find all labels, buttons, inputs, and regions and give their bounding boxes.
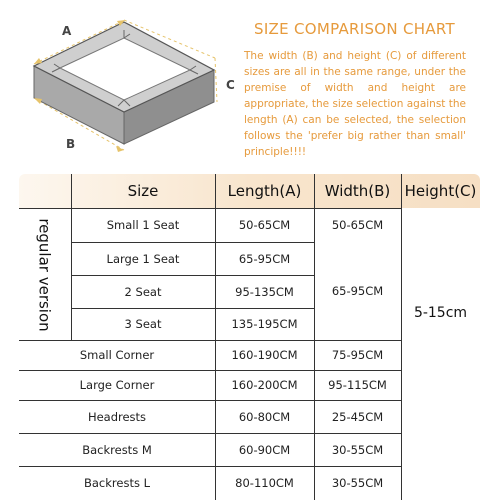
row-7-width: 25-45CM: [331, 409, 384, 424]
row-8-length: 60-90CM: [238, 442, 291, 457]
dimension-label-c: C: [226, 78, 235, 92]
row-3-size: 2 Seat: [124, 284, 162, 299]
cushion-illustration: [0, 0, 245, 170]
regular-version-label: [19, 209, 71, 340]
cushion-diagram: [0, 0, 245, 170]
row-2-size: Large 1 Seat: [106, 251, 180, 266]
header-size: Size: [127, 182, 159, 200]
row-1-size: Small 1 Seat: [106, 218, 180, 232]
grid-line: [19, 433, 401, 434]
dimension-label-b: B: [66, 137, 76, 151]
row-5-size: Small Corner: [79, 348, 155, 362]
row-6-width: 95-115CM: [328, 378, 387, 392]
dimension-label-a: A: [62, 24, 72, 38]
height-merged-cell: 5-15cm: [413, 305, 468, 321]
grid-line: [19, 208, 401, 209]
row-5-width: 75-95CM: [331, 348, 384, 362]
row-1-width: 50-65CM: [331, 218, 384, 232]
row-7-size: Headrests: [87, 409, 147, 424]
grid-line: [71, 275, 314, 276]
merged-width-cell: 65-95CM: [331, 284, 384, 298]
row-9-width: 30-55CM: [331, 476, 384, 490]
size-selection-note: The width (B) and height (C) of different sizes are all in the same range, under the premise of width and height are appropriate, the size selection against the length (A) can be selected, the selection follows the 'prefer big rather than small' principle!!!!: [244, 50, 466, 158]
row-3-length: 95-135CM: [235, 284, 294, 299]
row-7-length: 60-80CM: [238, 409, 291, 424]
row-2-length: 65-95CM: [238, 251, 291, 266]
row-8-width: 30-55CM: [331, 442, 384, 457]
header-length: Length(A): [227, 182, 302, 200]
row-8-size: Backrests M: [82, 442, 152, 457]
size-table: [19, 174, 480, 500]
grid-line: [19, 340, 401, 341]
grid-line: [401, 174, 402, 500]
grid-line: [314, 174, 315, 500]
row-9-length: 80-110CM: [235, 476, 294, 490]
regular-version-text: regular version: [36, 217, 55, 332]
row-4-size: 3 Seat: [124, 317, 162, 331]
grid-line: [71, 242, 314, 243]
header-height: Height(C): [404, 182, 477, 200]
row-1-length: 50-65CM: [238, 218, 291, 232]
header-width: Width(B): [324, 182, 391, 200]
row-4-length: 135-195CM: [231, 317, 298, 331]
row-6-size: Large Corner: [79, 378, 155, 392]
grid-line: [19, 466, 401, 467]
row-9-size: Backrests L: [83, 476, 151, 490]
row-6-length: 160-200CM: [231, 378, 298, 392]
grid-line: [19, 400, 401, 401]
grid-line: [215, 174, 216, 500]
row-5-length: 160-190CM: [231, 348, 298, 362]
page-title: SIZE COMPARISON CHART: [254, 20, 456, 38]
grid-line: [71, 308, 314, 309]
grid-line: [71, 174, 72, 340]
grid-line: [19, 370, 401, 371]
